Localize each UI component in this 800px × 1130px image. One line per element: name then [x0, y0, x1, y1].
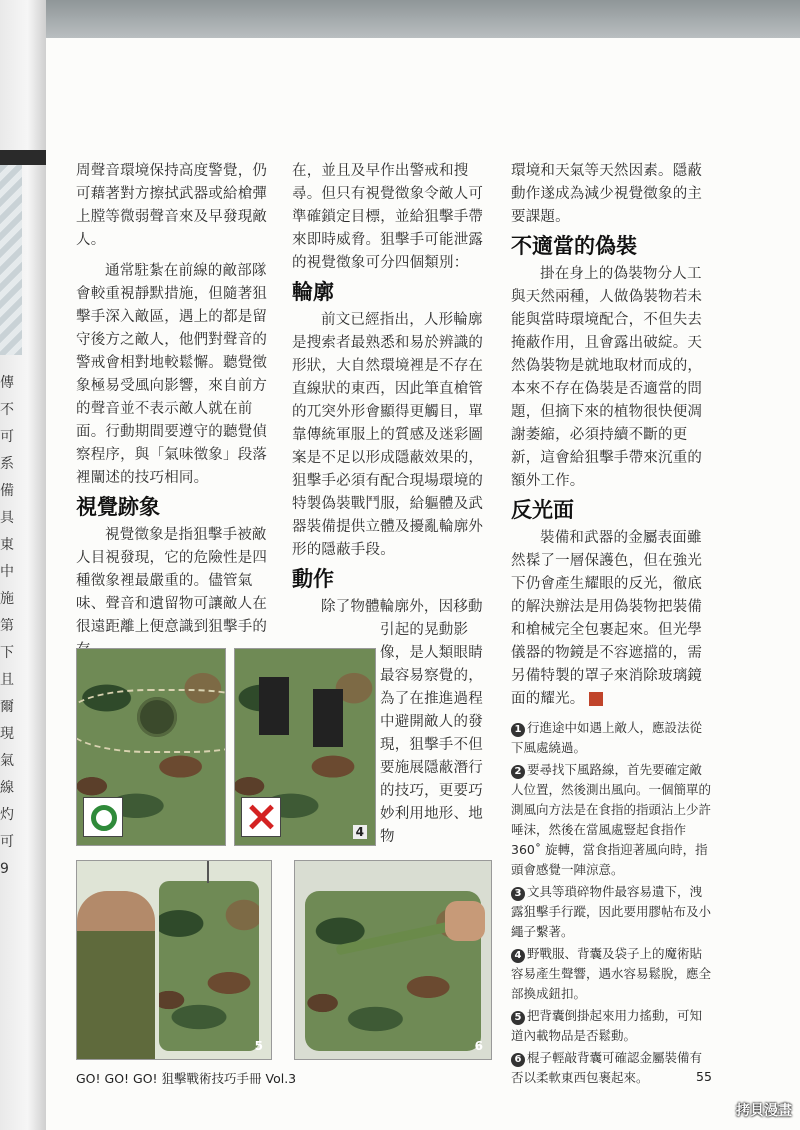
previous-page-header-bar: [0, 150, 46, 165]
top-edge-strip: [0, 0, 800, 38]
paragraph: 視覺徵象是指狙擊手被敵人目視發現，它的危險性是四種徵象裡最嚴重的。儘管氣味、聲音和遺留物可讓敵人在很遠距離上便意識到狙擊手的: [76, 527, 268, 635]
paragraph: 通常駐紮在前線的敵部隊會較重視靜默措施，但隨著狙擊手深入敵區，遇上的都是留守後方之敵人，他們對聲音的警戒會相對地較鬆懈。聽覺徵象極易受風向影響，來自前方的聲音並不表示敵人就在前面。行動期間要遵守的聽覺偵察程序，與「氣味徵象」段落裡闡述的技巧相同。: [76, 263, 268, 486]
page-number: 55: [696, 1069, 712, 1084]
heading-improper-camouflage: 不適當的偽裝: [511, 234, 637, 258]
note-5: 5 把背囊倒掛起來用力搖動，可知道內載物品是否鬆動。: [511, 1008, 703, 1043]
paragraph: 除了物體輪廓外，因移動: [321, 599, 483, 615]
figure-number: 5: [254, 1039, 263, 1053]
figure-velcro-closure-wrong: [234, 648, 376, 846]
hanging-cord: [207, 861, 209, 883]
number-6-icon: 6: [511, 1053, 525, 1067]
watermark: 拷貝漫畫: [736, 1103, 792, 1119]
hand: [445, 901, 485, 941]
soldier-figure: [77, 891, 155, 1059]
paragraph: 在，並且及早作出警戒和搜尋。但只有視覺徵象令敵人可準確鎖定目標，並給狙擊手帶來即時威脅。狙擊手可能泄露的視覺徵象可分四個類別：: [292, 163, 484, 271]
figure-button-closure-correct: [76, 648, 226, 846]
note-6: 6 棍子輕敲背囊可確認金屬裝備有否以柔軟東西包裹起來。: [511, 1050, 703, 1085]
note-4: 4 野戰服、背囊及袋子上的魔術貼容易產生聲響，遇水容易鬆脫，應全部換成鈕扣。: [511, 946, 712, 1001]
figure-tapping-backpack: [294, 860, 492, 1060]
note-2: 2 要尋找下風路線，首先要確定敵人位置，然後測出風向。一個簡單的測風向方法是在食指的指頭沾上少許唾沫，然後在當風處豎起食指作 360˚ 旋轉，當食指迎著風向時，指頭會感覺一陣涼意。: [511, 762, 712, 877]
paragraph: 前文已經指出，人形輪廓是搜索者最熟悉和易於辨識的形狀，大自然環境裡是不存在直線狀的東西，因此筆直槍管的兀突外形會顯得更觸目，單靠傳統軍服上的質感及迷彩圖案是不足以形成隱蔽效果的，狙擊手必須有配合現場環境的特製偽裝戰鬥服，給軀體及武器裝備提供立體及擾亂輪廓外形的隱蔽手段。: [292, 312, 484, 558]
numbered-notes: [511, 718, 711, 1090]
figure-shaking-backpack: [76, 860, 272, 1060]
heading-visual-signs: 視覺跡象: [76, 495, 160, 519]
paragraph: 掛在身上的偽裝物分人工與天然兩種，人做偽裝物若未能與當時環境配合，不但失去掩蔽作用，且會露出破綻。天然偽裝物是就地取材而成的，本來不存在偽裝是否適當的問題，但摘下來的植物很快便凋謝萎縮，必須持續不斷的更新，這會給狙擊手帶來沉重的額外工作。: [511, 266, 703, 489]
paragraph: 裝備和武器的金屬表面雖然髹了一層保護色，但在強光下仍會產生耀眼的反光，徹底的解決辦法是用偽裝物把裝備和槍械完全包裹起來。但光學儀器的物鏡是不容遮擋的，需另備特製的罩子來消除玻璃鏡面的耀光。: [511, 530, 703, 707]
number-5-icon: 5: [511, 1011, 525, 1025]
paragraph: 周聲音環境保持高度警覺，仍可藉著對方擦拭武器或給槍彈上膛等微弱聲音來及早發現敵人。: [76, 163, 268, 248]
figure-number: 6: [474, 1039, 483, 1053]
button-icon: [137, 697, 177, 737]
paragraph: 引起的晃動影像，是人類眼睛最容易察覺的，為了在推進過程中避開敵人的發現，狙擊手不但要施展隱蔽潛行的技巧，更要巧妙利用地形、地物: [380, 622, 483, 845]
wrong-mark-icon: [241, 797, 281, 837]
note-1: 1 行進途中如遇上敵人，應設法從下風處繞過。: [511, 720, 703, 755]
column-1: [76, 160, 272, 662]
number-4-icon: 4: [511, 949, 525, 963]
heading-motion: 動作: [292, 567, 334, 591]
paragraph: 環境和天氣等天然因素。隱蔽動作遂成為減少視覺徵象的主要課題。: [511, 163, 703, 225]
figure-number: 4: [353, 825, 367, 839]
number-2-icon: 2: [511, 765, 525, 779]
correct-mark-icon: [83, 797, 123, 837]
heading-reflective-surface: 反光面: [511, 498, 574, 522]
footer-book-title: GO! GO! GO! 狙擊戰術技巧手冊 Vol.3: [76, 1071, 297, 1086]
number-1-icon: 1: [511, 723, 525, 737]
previous-page-illustration: [0, 165, 22, 355]
number-3-icon: 3: [511, 887, 525, 901]
velcro-patch-right: [313, 689, 343, 747]
backpack: [159, 881, 259, 1051]
column-3: [511, 160, 715, 711]
previous-page-text: 傳 不 可 系 備 具 東 中 施 第 下 且 爾 現 氣 線 灼 可 9: [0, 375, 14, 877]
velcro-patch-left: [259, 677, 289, 735]
end-marker-icon: [589, 692, 603, 706]
heading-outline: 輪廓: [292, 280, 334, 304]
note-3: 3 文具等瑣碎物件最容易遺下，洩露狙擊手行蹤，因此要用膠帖布及小繩子繫著。: [511, 884, 712, 939]
